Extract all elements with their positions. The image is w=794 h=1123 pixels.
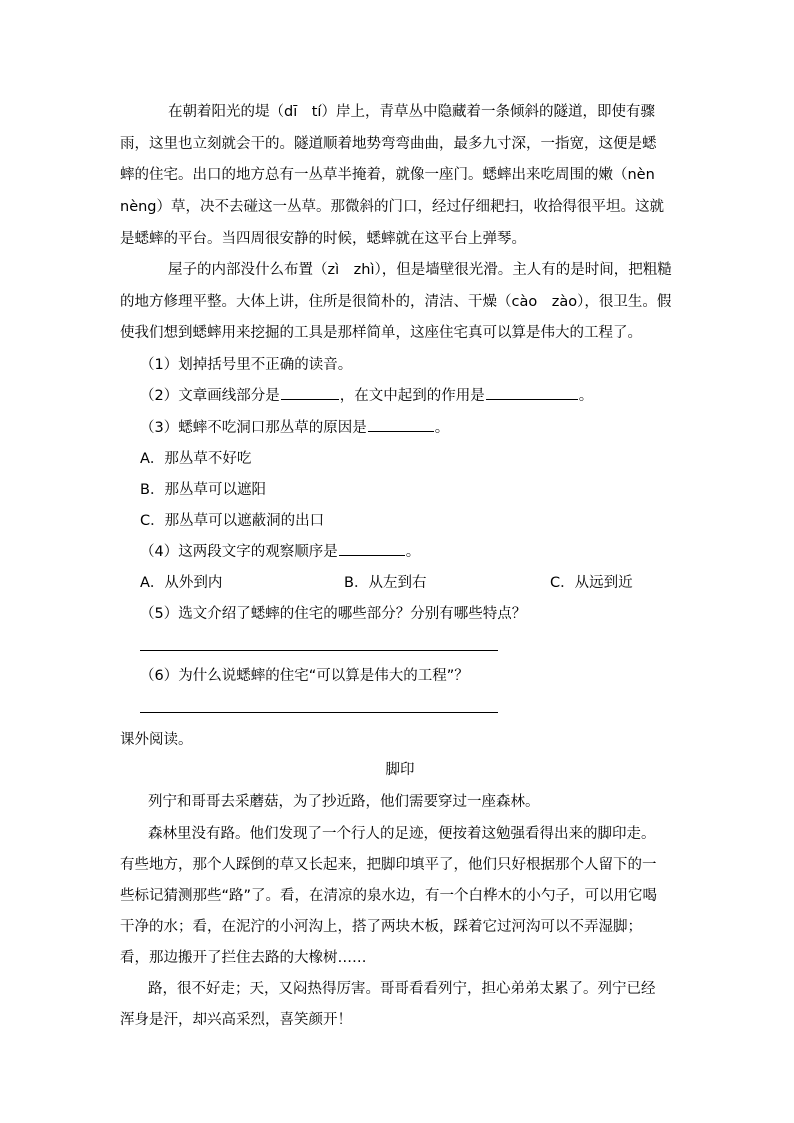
passage-line: 蟀的住宅。出口的地方总有一丛草半掩着，就像一座门。蟋蟀出来吃周围的嫩（nèn <box>120 167 655 183</box>
question-4: （4）这两段文字的观察顺序是 。 <box>140 540 420 561</box>
question-2: （2）文章画线部分是 ，在文中起到的作用是 。 <box>140 384 593 405</box>
answer-blank[interactable] <box>339 541 405 557</box>
story-line: 森林里没有路。他们发现了一个行人的足迹，便按着这勉强看得出来的脚印走。 <box>148 826 656 842</box>
option-c: C．从远到近 <box>550 575 633 591</box>
question-6: （6）为什么说蟋蟀的住宅“可以算是伟大的工程”？ <box>140 668 469 684</box>
answer-blank[interactable] <box>368 417 434 433</box>
option-a: A．从外到内 <box>140 575 223 591</box>
story-line: 列宁和哥哥去采蘑菇，为了抄近路，他们需要穿过一座森林。 <box>148 794 540 810</box>
passage-line: 在朝着阳光的堤（dī tí）岸上，青草丛中隐藏着一条倾斜的隧道，即使有骤 <box>168 104 655 120</box>
question-3: （3）蟋蟀不吃洞口那丛草的原因是 。 <box>140 416 449 437</box>
story-line: 干净的水；看，在泥泞的小河沟上，搭了两块木板，踩着它过河沟可以不弄湿脚； <box>120 919 642 935</box>
passage-line: 屋子的内部没什么布置（zì zhì），但是墙壁很光滑。主人有的是时间，把粗糙 <box>168 262 672 278</box>
passage-line: nèng）草，决不去碰这一丛草。那微斜的门口，经过仔细耙扫，收拾得很平坦。这就 <box>120 199 665 215</box>
story-line: 路，很不好走；天，又闷热得厉害。哥哥看看列宁，担心弟弟太累了。列宁已经 <box>148 981 656 997</box>
passage-line: 使我们想到蟋蟀用来挖掘的工具是那样简单，这座住宅真可以算是伟大的工程了。 <box>120 325 642 341</box>
answer-blank[interactable] <box>486 385 578 401</box>
story-line: 浑身是汗，却兴高采烈，喜笑颜开！ <box>120 1012 352 1028</box>
story-line: 些标记猜测那些“路”了。看，在清凉的泉水边，有一个白桦木的小勺子，可以用它喝 <box>120 888 658 904</box>
answer-line[interactable] <box>140 650 498 651</box>
story-title: 脚印 <box>385 762 415 778</box>
story-line: 有些地方，那个人踩倒的草又长起来，把脚印填平了，他们只好根据那个人留下的一 <box>120 857 657 873</box>
passage-line: 的地方修理平整。大体上讲，住所是很简朴的，清洁、干燥（cào zào），很卫生。假 <box>120 294 672 310</box>
passage-line: 是蟋蟀的平台。当四周很安静的时候，蟋蟀就在这平台上弹琴。 <box>120 231 526 247</box>
answer-line[interactable] <box>140 712 498 713</box>
option-a: A．那丛草不好吃 <box>140 451 252 467</box>
question-1: （1）划掉括号里不正确的读音。 <box>140 357 353 373</box>
question-5: （5）选文介绍了蟋蟀的住宅的哪些部分？分别有哪些特点？ <box>140 606 527 622</box>
option-c: C．那丛草可以遮蔽洞的出口 <box>140 513 325 529</box>
option-b: B．从左到右 <box>344 575 427 591</box>
passage-line: 雨，这里也立刻就会干的。隧道顺着地势弯弯曲曲，最多九寸深，一指宽，这便是蟋 <box>120 136 657 152</box>
section-heading: 课外阅读。 <box>120 732 193 748</box>
answer-blank[interactable] <box>281 385 339 401</box>
story-line: 看，那边搬开了拦住去路的大橡树…… <box>120 950 367 966</box>
option-b: B．那丛草可以遮阳 <box>140 482 266 498</box>
